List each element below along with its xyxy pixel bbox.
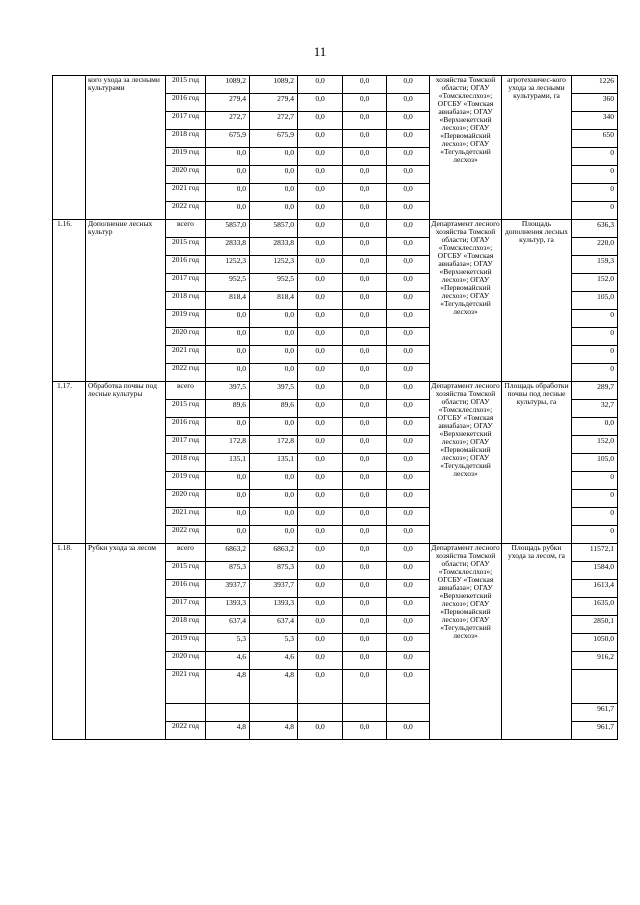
- amount-local: 0,0: [343, 364, 387, 382]
- amount-local: 0,0: [343, 722, 387, 740]
- amount-total: 279,4: [206, 94, 250, 112]
- period-cell: 2015 год: [166, 76, 206, 94]
- amount-regional: 0,0: [250, 310, 298, 328]
- indicator-target: 152,0: [572, 274, 618, 292]
- indicator-target: 360: [572, 94, 618, 112]
- indicator-name: Площадь дополнения лесных культур, га: [502, 220, 572, 382]
- amount-total: 172,8: [206, 436, 250, 454]
- indicator-target: 650: [572, 130, 618, 148]
- amount-other: 0,0: [387, 364, 430, 382]
- amount-regional: 1089,2: [250, 76, 298, 94]
- indicator-name: Площадь рубки ухода за лесом, га: [502, 544, 572, 740]
- program-activities-table: [52, 75, 618, 740]
- amount-federal: 0,0: [298, 130, 343, 148]
- amount-total: 1089,2: [206, 76, 250, 94]
- activity-number: 1.16.: [53, 220, 86, 382]
- amount-total: 0,0: [206, 346, 250, 364]
- table-body: [53, 76, 618, 740]
- amount-other: 0,0: [387, 274, 430, 292]
- amount-other: 0,0: [387, 382, 430, 400]
- amount-local: 0,0: [343, 94, 387, 112]
- period-cell: 2015 год: [166, 238, 206, 256]
- amount-regional: 0,0: [250, 490, 298, 508]
- amount-local: 0,0: [343, 184, 387, 202]
- indicator-target: 159,3: [572, 256, 618, 274]
- amount-other: 0,0: [387, 148, 430, 166]
- amount-total: 0,0: [206, 184, 250, 202]
- amount-other: 0,0: [387, 544, 430, 562]
- table-row: [53, 382, 618, 400]
- period-cell: всего: [166, 544, 206, 562]
- amount-other: 0,0: [387, 220, 430, 238]
- period-cell: всего: [166, 382, 206, 400]
- activity-number: 1.17.: [53, 382, 86, 544]
- amount-regional: 0,0: [250, 184, 298, 202]
- amount-federal: 0,0: [298, 202, 343, 220]
- amount-empty: [206, 704, 250, 722]
- period-cell: 2015 год: [166, 400, 206, 418]
- amount-other: 0,0: [387, 454, 430, 472]
- table-row: [53, 220, 618, 238]
- period-cell: 2016 год: [166, 580, 206, 598]
- activity-number: [53, 76, 86, 220]
- amount-other: 0,0: [387, 472, 430, 490]
- indicator-target: 961,7: [572, 704, 618, 722]
- amount-federal: 0,0: [298, 562, 343, 580]
- amount-total: 637,4: [206, 616, 250, 634]
- amount-regional: 172,8: [250, 436, 298, 454]
- amount-other: 0,0: [387, 130, 430, 148]
- amount-other: 0,0: [387, 580, 430, 598]
- amount-federal: 0,0: [298, 634, 343, 652]
- amount-federal: 0,0: [298, 544, 343, 562]
- amount-total: 4,6: [206, 652, 250, 670]
- amount-local: 0,0: [343, 634, 387, 652]
- indicator-target: 1635,0: [572, 598, 618, 616]
- amount-local: 0,0: [343, 382, 387, 400]
- amount-federal: 0,0: [298, 76, 343, 94]
- indicator-target: 0: [572, 166, 618, 184]
- amount-local: 0,0: [343, 544, 387, 562]
- period-cell: 2021 год: [166, 346, 206, 364]
- indicator-target: 636,3: [572, 220, 618, 238]
- amount-local: 0,0: [343, 490, 387, 508]
- amount-local: 0,0: [343, 616, 387, 634]
- indicator-target-empty: [572, 670, 618, 704]
- indicator-target: 0: [572, 184, 618, 202]
- amount-total: 675,9: [206, 130, 250, 148]
- period-cell: 2022 год: [166, 722, 206, 740]
- amount-regional: 952,5: [250, 274, 298, 292]
- activity-name: Рубки ухода за лесом: [86, 544, 166, 740]
- amount-other: 0,0: [387, 328, 430, 346]
- amount-other: 0,0: [387, 238, 430, 256]
- amount-regional: 397,5: [250, 382, 298, 400]
- amount-local: 0,0: [343, 436, 387, 454]
- period-cell: всего: [166, 220, 206, 238]
- amount-local: 0,0: [343, 148, 387, 166]
- indicator-target: 1050,0: [572, 634, 618, 652]
- amount-total: 0,0: [206, 490, 250, 508]
- amount-regional: 0,0: [250, 202, 298, 220]
- table-row: [53, 76, 618, 94]
- table-row: [53, 544, 618, 562]
- amount-local: 0,0: [343, 562, 387, 580]
- amount-regional: 637,4: [250, 616, 298, 634]
- amount-total: 5857,0: [206, 220, 250, 238]
- amount-total: 0,0: [206, 508, 250, 526]
- amount-local: 0,0: [343, 130, 387, 148]
- period-cell: 2020 год: [166, 328, 206, 346]
- amount-regional: 1393,3: [250, 598, 298, 616]
- amount-other: 0,0: [387, 616, 430, 634]
- amount-regional: 135,1: [250, 454, 298, 472]
- amount-other: 0,0: [387, 94, 430, 112]
- amount-federal: 0,0: [298, 256, 343, 274]
- amount-total: 272,7: [206, 112, 250, 130]
- amount-local: 0,0: [343, 220, 387, 238]
- amount-other: 0,0: [387, 184, 430, 202]
- amount-total: 1252,3: [206, 256, 250, 274]
- amount-regional: 0,0: [250, 346, 298, 364]
- period-cell: 2022 год: [166, 526, 206, 544]
- amount-other: 0,0: [387, 292, 430, 310]
- indicator-target: 2850,1: [572, 616, 618, 634]
- amount-federal: 0,0: [298, 400, 343, 418]
- indicator-target: 0: [572, 364, 618, 382]
- indicator-target: 961,7: [572, 722, 618, 740]
- amount-total: 3937,7: [206, 580, 250, 598]
- amount-local: 0,0: [343, 580, 387, 598]
- amount-local: 0,0: [343, 310, 387, 328]
- amount-regional: 675,9: [250, 130, 298, 148]
- amount-total: 0,0: [206, 310, 250, 328]
- amount-regional: 89,6: [250, 400, 298, 418]
- amount-other: 0,0: [387, 346, 430, 364]
- amount-total: 818,4: [206, 292, 250, 310]
- amount-federal: 0,0: [298, 274, 343, 292]
- period-cell: 2017 год: [166, 274, 206, 292]
- amount-federal: 0,0: [298, 94, 343, 112]
- period-cell: 2016 год: [166, 418, 206, 436]
- amount-total: 5,3: [206, 634, 250, 652]
- activity-name: Обработка почвы под лесные культуры: [86, 382, 166, 544]
- amount-local: 0,0: [343, 238, 387, 256]
- amount-local: 0,0: [343, 328, 387, 346]
- period-cell: 2018 год: [166, 292, 206, 310]
- amount-other: 0,0: [387, 418, 430, 436]
- amount-regional: 5857,0: [250, 220, 298, 238]
- amount-federal: 0,0: [298, 436, 343, 454]
- amount-regional: 279,4: [250, 94, 298, 112]
- amount-regional: 2833,8: [250, 238, 298, 256]
- amount-other: 0,0: [387, 652, 430, 670]
- indicator-target: 0: [572, 490, 618, 508]
- amount-total: 0,0: [206, 328, 250, 346]
- amount-total: 89,6: [206, 400, 250, 418]
- indicator-target: 289,7: [572, 382, 618, 400]
- amount-total: 0,0: [206, 472, 250, 490]
- responsible-organization: Департамент лесного хозяйства Томской области; ОГАУ «Томсклеслхоз»; ОГСБУ «Томская авиабаза»; ОГАУ «Верхнекетский лесхоз»; ОГАУ «Первомайский лесхоз»; ОГАУ «Тегульдетский лесхоз»: [430, 544, 502, 740]
- amount-federal: 0,0: [298, 238, 343, 256]
- indicator-target: 0: [572, 202, 618, 220]
- activity-number: 1.18.: [53, 544, 86, 740]
- amount-other: 0,0: [387, 526, 430, 544]
- period-cell: 2018 год: [166, 454, 206, 472]
- amount-federal: 0,0: [298, 382, 343, 400]
- amount-regional: 818,4: [250, 292, 298, 310]
- amount-federal: 0,0: [298, 472, 343, 490]
- amount-federal: 0,0: [298, 310, 343, 328]
- amount-other: 0,0: [387, 562, 430, 580]
- period-cell: 2019 год: [166, 310, 206, 328]
- amount-other: 0,0: [387, 490, 430, 508]
- indicator-target: 916,2: [572, 652, 618, 670]
- period-cell: 2022 год: [166, 202, 206, 220]
- indicator-target: 105,0: [572, 454, 618, 472]
- amount-federal: 0,0: [298, 652, 343, 670]
- amount-federal: 0,0: [298, 148, 343, 166]
- amount-other: 0,0: [387, 400, 430, 418]
- amount-other: 0,0: [387, 722, 430, 740]
- period-cell: [166, 704, 206, 722]
- amount-local: 0,0: [343, 454, 387, 472]
- amount-regional: 0,0: [250, 364, 298, 382]
- amount-federal: 0,0: [298, 418, 343, 436]
- period-cell: 2021 год: [166, 184, 206, 202]
- amount-federal: 0,0: [298, 166, 343, 184]
- indicator-target: 220,0: [572, 238, 618, 256]
- amount-total: 875,3: [206, 562, 250, 580]
- amount-regional: 0,0: [250, 418, 298, 436]
- amount-local: 0,0: [343, 346, 387, 364]
- indicator-target: 152,0: [572, 436, 618, 454]
- period-cell: 2015 год: [166, 562, 206, 580]
- amount-other: 0,0: [387, 202, 430, 220]
- amount-regional: 272,7: [250, 112, 298, 130]
- amount-federal: 0,0: [298, 220, 343, 238]
- amount-other: 0,0: [387, 256, 430, 274]
- amount-total: 397,5: [206, 382, 250, 400]
- amount-other: 0,0: [387, 76, 430, 94]
- amount-total: 6863,2: [206, 544, 250, 562]
- amount-federal: 0,0: [298, 184, 343, 202]
- period-cell: 2020 год: [166, 652, 206, 670]
- amount-local: 0,0: [343, 292, 387, 310]
- amount-other: 0,0: [387, 670, 430, 704]
- indicator-target: 11572,1: [572, 544, 618, 562]
- amount-federal: 0,0: [298, 454, 343, 472]
- period-cell: 2019 год: [166, 472, 206, 490]
- indicator-target: 0: [572, 472, 618, 490]
- amount-federal: 0,0: [298, 490, 343, 508]
- amount-local: 0,0: [343, 274, 387, 292]
- page-number: 11: [313, 44, 327, 59]
- responsible-organization: Департамент лесного хозяйства Томской области; ОГАУ «Томсклеслхоз»; ОГСБУ «Томская авиабаза»; ОГАУ «Верхнекетский лесхоз»; ОГАУ «Первомайский лесхоз»; ОГАУ «Тегульдетский лесхоз»: [430, 382, 502, 544]
- amount-total: 2833,8: [206, 238, 250, 256]
- amount-local: 0,0: [343, 76, 387, 94]
- amount-regional: 4,8: [250, 670, 298, 704]
- amount-total: 0,0: [206, 166, 250, 184]
- activity-name: Дополнение лесных культур: [86, 220, 166, 382]
- amount-total: 4,8: [206, 722, 250, 740]
- amount-federal: 0,0: [298, 526, 343, 544]
- amount-federal: 0,0: [298, 722, 343, 740]
- indicator-target: 1613,4: [572, 580, 618, 598]
- indicator-target: 1584,0: [572, 562, 618, 580]
- amount-other: 0,0: [387, 112, 430, 130]
- amount-federal: 0,0: [298, 616, 343, 634]
- amount-total: 4,8: [206, 670, 250, 704]
- amount-total: 1393,3: [206, 598, 250, 616]
- period-cell: 2021 год: [166, 670, 206, 704]
- period-cell: 2018 год: [166, 130, 206, 148]
- amount-local: 0,0: [343, 112, 387, 130]
- indicator-target: 0: [572, 508, 618, 526]
- amount-regional: 6863,2: [250, 544, 298, 562]
- amount-local: 0,0: [343, 526, 387, 544]
- amount-federal: 0,0: [298, 508, 343, 526]
- amount-federal: 0,0: [298, 364, 343, 382]
- amount-local: 0,0: [343, 598, 387, 616]
- indicator-name: Площадь обработки почвы под лесные культуры, га: [502, 382, 572, 544]
- amount-local: 0,0: [343, 418, 387, 436]
- amount-regional: 4,6: [250, 652, 298, 670]
- period-cell: 2017 год: [166, 436, 206, 454]
- period-cell: 2019 год: [166, 148, 206, 166]
- amount-local: 0,0: [343, 256, 387, 274]
- amount-regional: 5,3: [250, 634, 298, 652]
- amount-local: 0,0: [343, 202, 387, 220]
- indicator-target: 105,0: [572, 292, 618, 310]
- amount-federal: 0,0: [298, 292, 343, 310]
- responsible-organization: Департамент лесного хозяйства Томской области; ОГАУ «Томсклеслхоз»; ОГСБУ «Томская авиабаза»; ОГАУ «Верхнекетский лесхоз»; ОГАУ «Первомайский лесхоз»; ОГАУ «Тегульдетский лесхоз»: [430, 220, 502, 382]
- amount-empty: [298, 704, 343, 722]
- amount-regional: 0,0: [250, 166, 298, 184]
- amount-federal: 0,0: [298, 670, 343, 704]
- amount-federal: 0,0: [298, 328, 343, 346]
- amount-total: 0,0: [206, 148, 250, 166]
- amount-other: 0,0: [387, 166, 430, 184]
- amount-total: 135,1: [206, 454, 250, 472]
- amount-local: 0,0: [343, 400, 387, 418]
- period-cell: 2021 год: [166, 508, 206, 526]
- indicator-name: агротехничес-кого ухода за лесными культурами, га: [502, 76, 572, 220]
- amount-other: 0,0: [387, 436, 430, 454]
- amount-total: 0,0: [206, 418, 250, 436]
- indicator-target: 32,7: [572, 400, 618, 418]
- amount-federal: 0,0: [298, 580, 343, 598]
- amount-local: 0,0: [343, 670, 387, 704]
- amount-total: 0,0: [206, 526, 250, 544]
- amount-federal: 0,0: [298, 346, 343, 364]
- amount-total: 952,5: [206, 274, 250, 292]
- period-cell: 2018 год: [166, 616, 206, 634]
- amount-regional: 4,8: [250, 722, 298, 740]
- period-cell: 2016 год: [166, 256, 206, 274]
- period-cell: 2022 год: [166, 364, 206, 382]
- amount-other: 0,0: [387, 598, 430, 616]
- amount-local: 0,0: [343, 652, 387, 670]
- amount-total: 0,0: [206, 202, 250, 220]
- amount-empty: [387, 704, 430, 722]
- amount-empty: [343, 704, 387, 722]
- amount-local: 0,0: [343, 508, 387, 526]
- indicator-target: 1226: [572, 76, 618, 94]
- indicator-target: 0: [572, 346, 618, 364]
- amount-federal: 0,0: [298, 112, 343, 130]
- amount-empty: [250, 704, 298, 722]
- amount-local: 0,0: [343, 472, 387, 490]
- amount-other: 0,0: [387, 634, 430, 652]
- amount-regional: 0,0: [250, 526, 298, 544]
- period-cell: 2017 год: [166, 112, 206, 130]
- amount-other: 0,0: [387, 508, 430, 526]
- activity-name: кого ухода за лесными культурами: [86, 76, 166, 220]
- amount-federal: 0,0: [298, 598, 343, 616]
- amount-other: 0,0: [387, 310, 430, 328]
- indicator-target: 0,0: [572, 418, 618, 436]
- amount-regional: 0,0: [250, 148, 298, 166]
- amount-regional: 0,0: [250, 328, 298, 346]
- period-cell: 2020 год: [166, 490, 206, 508]
- amount-regional: 0,0: [250, 508, 298, 526]
- amount-total: 0,0: [206, 364, 250, 382]
- period-cell: 2020 год: [166, 166, 206, 184]
- amount-regional: 1252,3: [250, 256, 298, 274]
- amount-regional: 3937,7: [250, 580, 298, 598]
- amount-regional: 0,0: [250, 472, 298, 490]
- indicator-target: 340: [572, 112, 618, 130]
- amount-local: 0,0: [343, 166, 387, 184]
- period-cell: 2019 год: [166, 634, 206, 652]
- indicator-target: 0: [572, 148, 618, 166]
- responsible-organization: хозяйства Томской области; ОГАУ «Томсклеслхоз»; ОГСБУ «Томская авиабаза»; ОГАУ «Верхнекетский лесхоз»; ОГАУ «Первомайский лесхоз»; ОГАУ «Тегульдетский лесхоз»: [430, 76, 502, 220]
- indicator-target: 0: [572, 526, 618, 544]
- amount-regional: 875,3: [250, 562, 298, 580]
- indicator-target: 0: [572, 310, 618, 328]
- period-cell: 2017 год: [166, 598, 206, 616]
- period-cell: 2016 год: [166, 94, 206, 112]
- indicator-target: 0: [572, 328, 618, 346]
